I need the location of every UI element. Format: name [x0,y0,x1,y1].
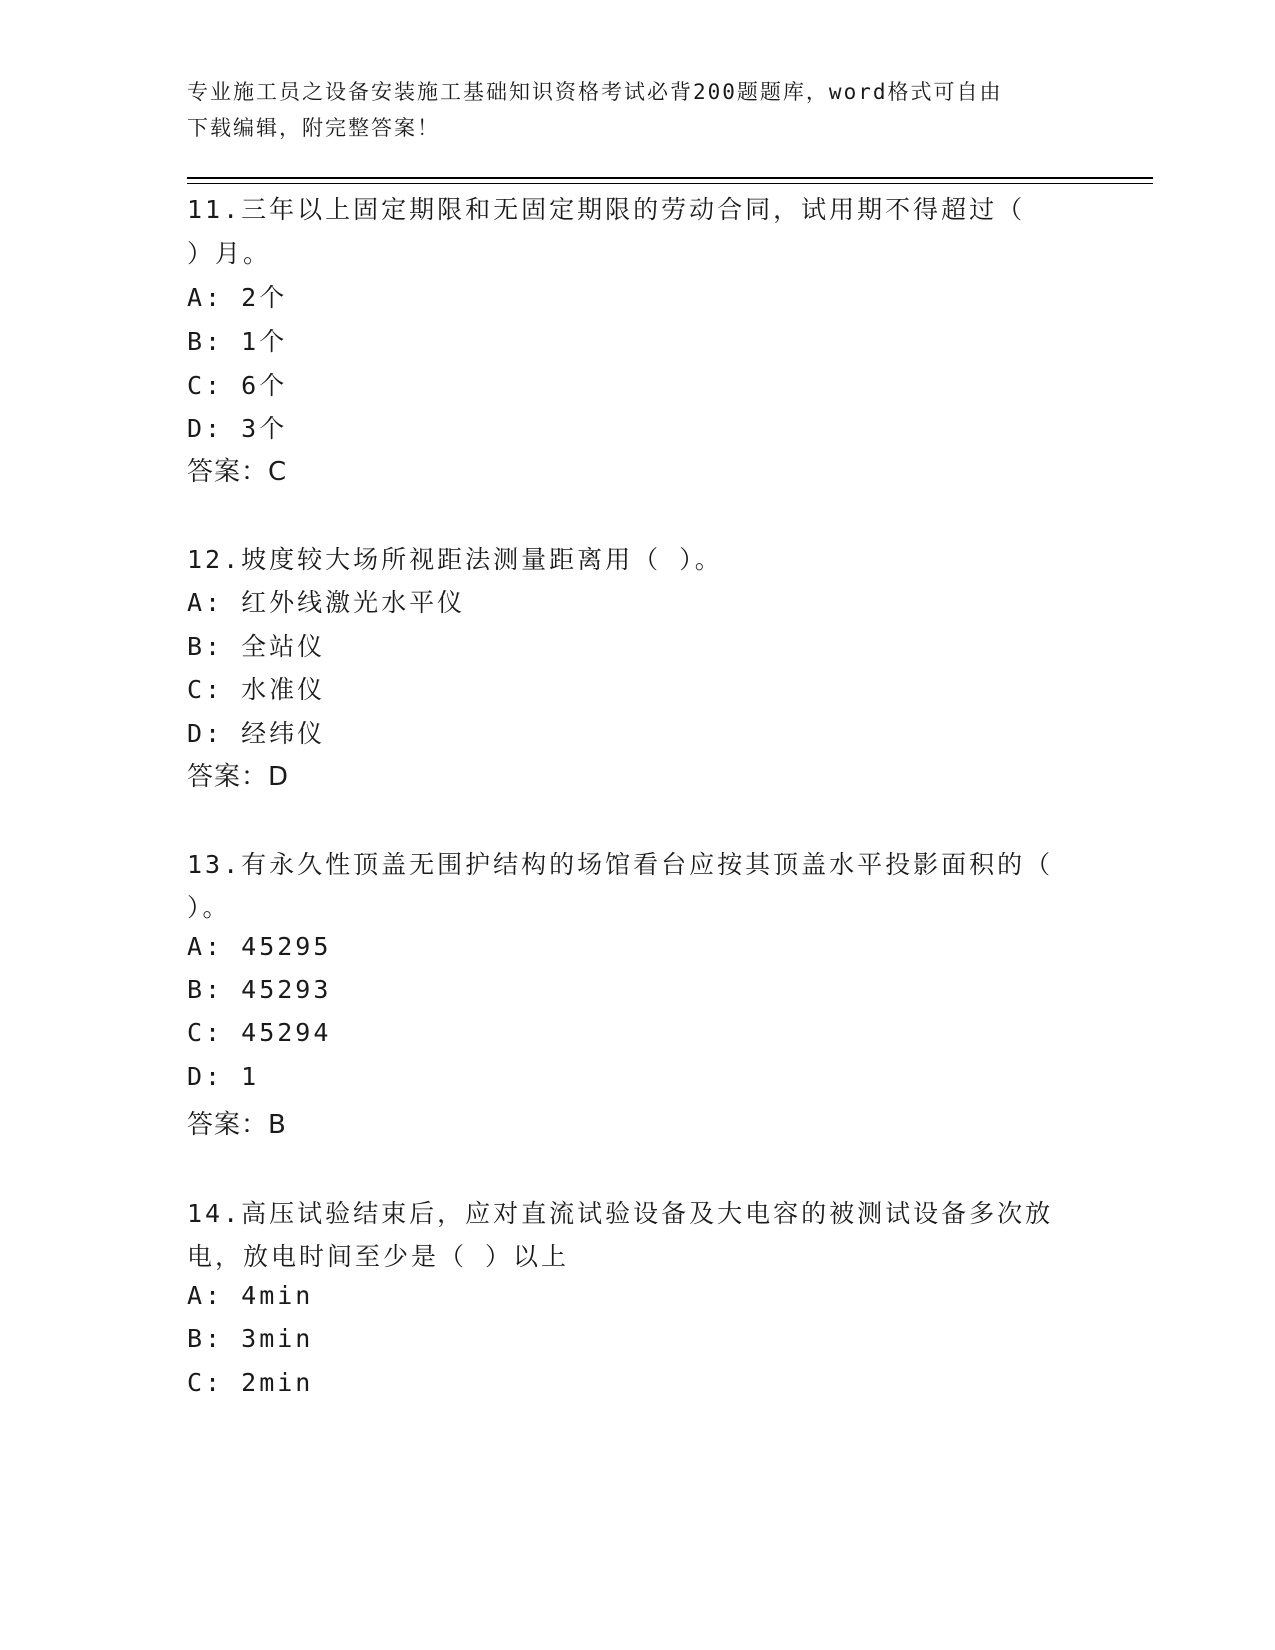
question-12-stem-line-1: 12.坡度较大场所视距法测量距离用（ ）。 [187,545,723,574]
question-11-option-a: A: 2个 [187,283,288,312]
question-14-option-a: A: 4min [187,1281,314,1310]
question-12-option-b: B: 全站仪 [187,632,326,661]
question-11-option-d: D: 3个 [187,414,288,443]
question-13-option-d: D: 1 [187,1062,260,1091]
question-14-stem-line-1: 14.高压试验结束后，应对直流试验设备及大电容的被测试设备多次放 [187,1199,1054,1228]
header-line-2: 下载编辑，附完整答案！ [187,116,440,140]
question-11-answer: 答案：C [187,457,288,487]
question-11-stem-line-1: 11.三年以上固定期限和无固定期限的劳动合同，试用期不得超过（ [187,195,1026,224]
question-12-option-d: D: 经纬仪 [187,719,326,748]
question-13-stem-line-1: 13.有永久性顶盖无围护结构的场馆看台应按其顶盖水平投影面积的（ [187,850,1054,879]
question-12-option-a: A: 红外线激光水平仪 [187,588,466,617]
header-divider-thick [187,177,1153,179]
question-11-stem-line-2: ）月。 [187,239,272,268]
question-11-option-b: B: 1个 [187,327,288,356]
question-11-option-c: C: 6个 [187,371,288,400]
document-header [187,74,1067,146]
header-line-1: 专业施工员之设备安装施工基础知识资格考试必背200题题库，word格式可自由 [187,80,1003,104]
question-13-stem-line-2: ）。 [187,893,231,922]
question-14-option-b: B: 3min [187,1324,314,1353]
question-13-option-b: B: 45293 [187,975,332,1004]
question-13-option-a: A: 45295 [187,932,332,961]
question-13-option-c: C: 45294 [187,1018,332,1047]
question-13-answer: 答案：B [187,1110,287,1140]
header-divider-thin [187,183,1153,184]
question-12-answer: 答案：D [187,762,290,792]
question-14-stem-line-2: 电，放电时间至少是（ ）以上 [187,1242,570,1271]
question-14-option-c: C: 2min [187,1368,314,1397]
question-12-option-c: C: 水准仪 [187,675,326,704]
